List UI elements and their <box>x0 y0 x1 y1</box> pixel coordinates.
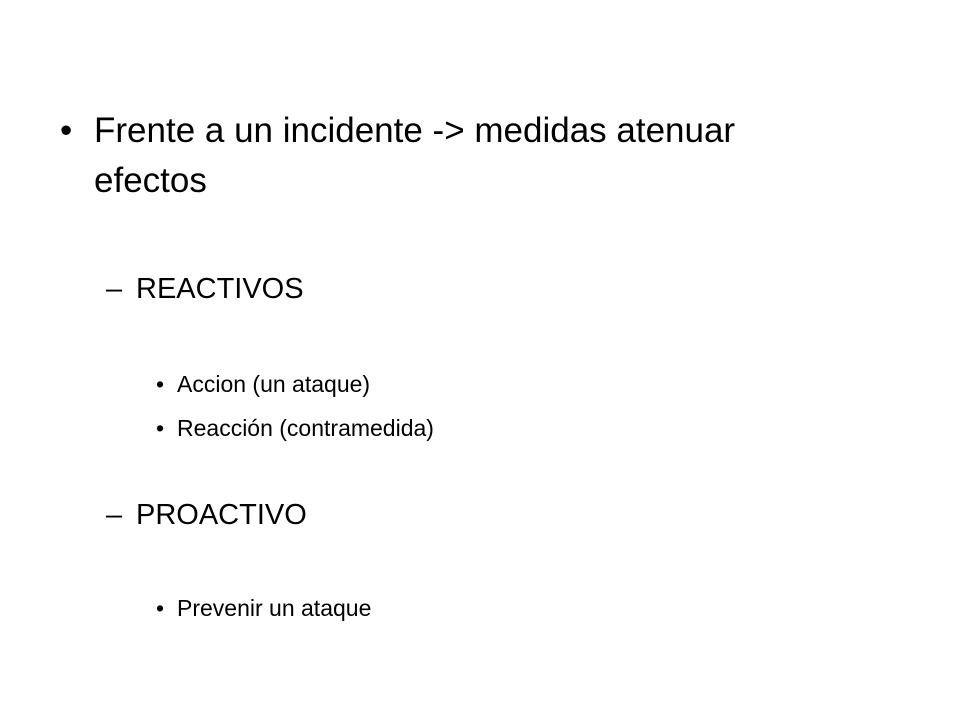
bullet-text-line2: efectos <box>94 161 207 200</box>
list-item-text: Accion (un ataque) <box>177 371 371 397</box>
list-item-text: Prevenir un ataque <box>177 595 372 621</box>
dash-marker: – <box>106 499 123 531</box>
bullet-marker: • <box>60 111 73 150</box>
subheading-label: REACTIVOS <box>136 273 304 305</box>
bullet-text-line1: Frente a un incidente -> medidas atenuar <box>94 111 736 150</box>
bullet-marker: • <box>156 415 165 441</box>
list-item-text: Reacción (contramedida) <box>177 415 434 441</box>
bullet-marker: • <box>156 371 165 397</box>
bullet-marker: • <box>156 595 165 621</box>
dash-marker: – <box>106 273 123 305</box>
subheading-label: PROACTIVO <box>136 499 307 531</box>
